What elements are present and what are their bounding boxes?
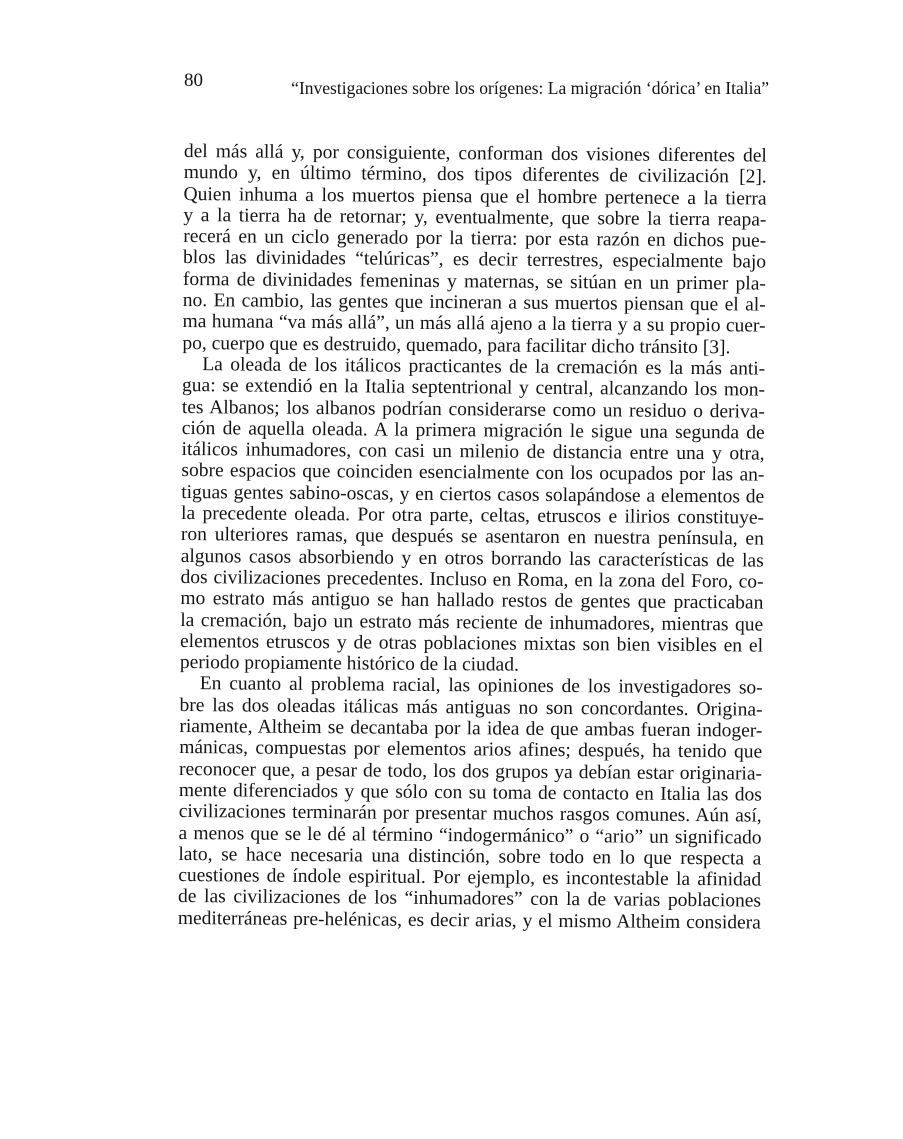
text-line: mente diferenciados y que sólo con su toma de contacto en Italia las dos (178, 779, 762, 806)
text-line: la cremación, bajo un estrato más reciente de inhumadores, mientras que (180, 609, 764, 636)
text-line: y a la tierra ha de retornar; y, eventualmente, que sobre la tierra reapa- (183, 204, 767, 231)
text-line: itálicos inhumadores, con casi un milenio de distancia entre una y otra, (181, 439, 765, 465)
text-line: reconocer que, a pesar de todo, los dos grupos ya debían estar originaria- (178, 758, 763, 785)
text-line: po, cuerpo que es destruido, quemado, para facilitar dicho tránsito [3]. (182, 332, 731, 358)
text-line: ma humana “va más allá”, un más allá ajeno a la tierra y a su propio cuer- (182, 311, 766, 337)
text-line: gua: se extendió en la Italia septentrional y central, alcanzando los mon- (181, 375, 766, 401)
text-line: mediterráneas pre-helénicas, es decir arias, y el mismo Altheim considera (177, 907, 761, 934)
text-line: periodo propiamente histórico de la ciudad. (179, 652, 519, 676)
paragraph (180, 354, 765, 678)
text-line: tes Albanos; los albanos podrían considerarse como un residuo o deriva- (181, 396, 765, 423)
text-line: Quien inhuma a los muertos piensa que el hombre pertenece a la tierra (183, 183, 767, 210)
text-line: recerá en un ciclo generado por la tierra: por esta razón en dichos pue- (183, 226, 767, 252)
text-line: blos las divinidades “telúricas”, es decir terrestres, especialmente bajo (182, 247, 767, 274)
text-line: de las civilizaciones de los “inhumadores” con la de varias poblaciones (177, 886, 762, 912)
text-line: bre las dos oleadas itálicas más antiguas no son concordantes. Origina- (179, 694, 763, 721)
page-header (184, 70, 769, 102)
text-line: cuestiones de índole espiritual. Por ejemplo, es incontestable la afinidad (178, 865, 762, 891)
running-title: “Investigaciones sobre los orígenes: La migración ‘dórica’ en Italia” (291, 78, 769, 98)
text-line: forma de divinidades femeninas y maternas, se sitúan en un primer pla- (182, 268, 766, 295)
text-line: elementos etruscos y de otras poblaciones mixtas son bien visibles en el (179, 630, 764, 657)
text-line: a menos que se le dé al término “indogermánico” o “ario” un significado (178, 822, 762, 849)
text-line: mundo y, en último término, dos tipos diferentes de civilización [2]. (183, 162, 767, 188)
text-line: ron ulteriores ramas, que después se asentaron en nuestra península, en (180, 524, 764, 550)
paragraph (182, 141, 767, 359)
page-number: 80 (184, 70, 203, 91)
paragraph (178, 673, 763, 933)
text-line: la precedente oleada. Por otra parte, celtas, etruscos e ilirios constituye- (180, 503, 765, 529)
text-line: no. En cambio, las gentes que incineran a sus muertos piensan que el al- (182, 290, 766, 316)
text-line: sobre espacios que coinciden esencialmente con los ocupados por las an- (181, 460, 765, 487)
text-line: En cuanto al problema racial, las opiniones de los investigadores so- (199, 673, 763, 699)
text-line: tiguas gentes sabino-oscas, y en ciertos casos solapándose a elementos de (181, 481, 765, 508)
text-line: civilizaciones terminarán por presentar muchos rasgos comunes. Aún así, (178, 801, 762, 827)
text-line: mánicas, compuestas por elementos arios afines; después, ha tenido que (179, 737, 763, 763)
text-line: ción de aquella oleada. A la primera migración le sigue una segunda de (181, 417, 765, 444)
text-line: riamente, Altheim se decantaba por la idea de que ambas fueran indoger- (179, 715, 763, 742)
text-line: lato, se hace necesaria una distinción, sobre todo en lo que respecta a (178, 843, 762, 870)
text-line: mo estrato más antiguo se han hallado restos de gentes que practicaban (180, 588, 764, 614)
body-text (178, 141, 767, 934)
text-line: La oleada de los itálicos practicantes de la cremación es la más anti- (202, 354, 766, 380)
text-line: algunos casos absorbiendo y en otros borrando las características de las (180, 545, 764, 572)
text-line: del más allá y, por consiguiente, conforman dos visiones diferentes del (183, 141, 767, 167)
text-line: dos civilizaciones precedentes. Incluso en Roma, en la zona del Foro, co- (180, 566, 764, 593)
